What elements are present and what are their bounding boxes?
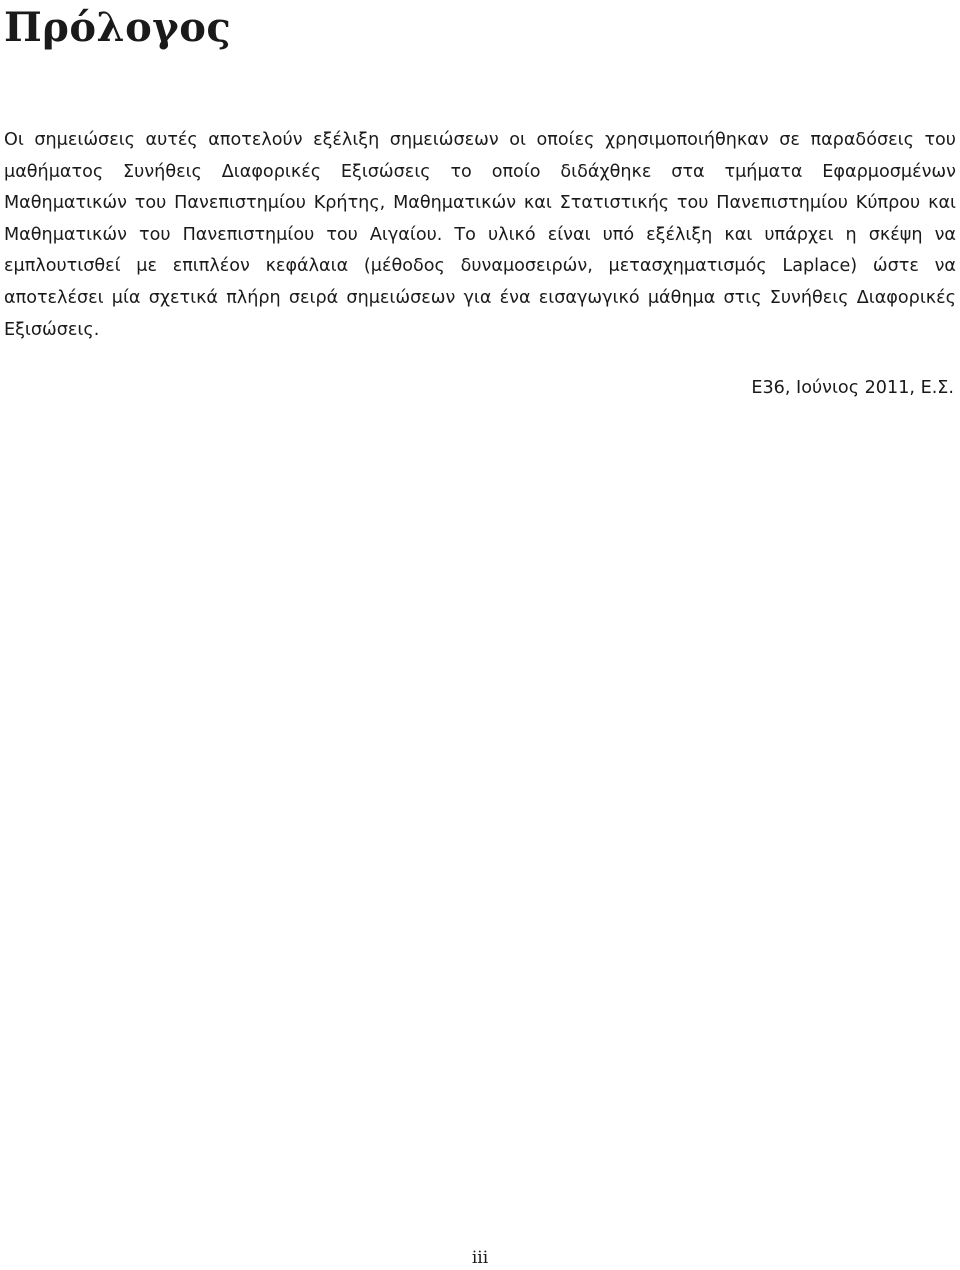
preface-paragraph: Οι σημειώσεις αυτές αποτελούν εξέλιξη σημειώσεων οι οποίες χρησιμοποιήθηκαν σε παραδόσεις του μαθήματος Συνήθεις Διαφορικές Εξισώσεις το οποίο διδάχθηκε στα τμήματα Εφαρμοσμένων Μαθηματικών του Πανεπιστημίου Κρήτης, Μαθηματικών και Στατιστικής του Πανεπιστημίου Κύπρου και Μαθηματικών του Πανεπιστημίου του Αιγαίου. Το υλικό είναι υπό εξέλιξη και υπάρχει η σκέψη να εμπλουτισθεί με επιπλέον κεφάλαια (μέθοδος δυναμοσειρών, μετασχηματισμός Laplace) ώστε να αποτελέσει μία σχετικά πλήρη σειρά σημειώσεων για ένα εισαγωγικό μάθημα στις Συνήθεις Διαφορικές Εξισώσεις. <box>4 130 956 340</box>
signature-line: Ε36, Ιούνιος 2011, Ε.Σ. <box>751 378 954 398</box>
page-number: iii <box>471 1248 489 1268</box>
page-title: Πρόλογος <box>4 4 232 51</box>
